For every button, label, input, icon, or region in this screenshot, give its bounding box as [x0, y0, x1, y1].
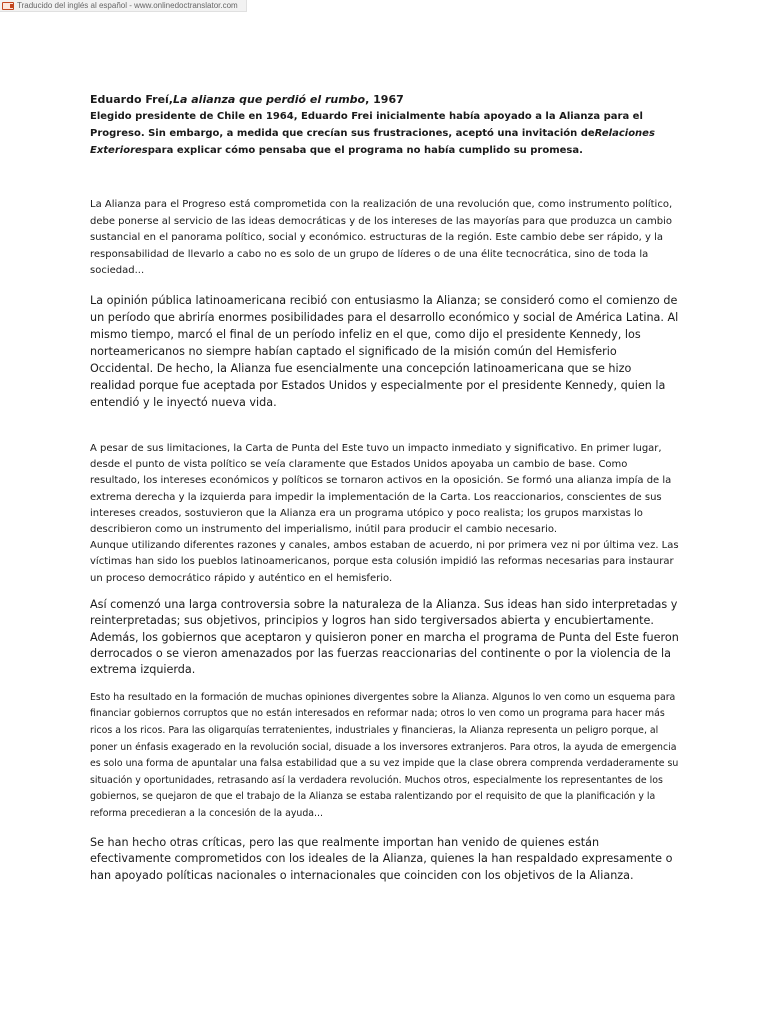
paragraph-3: A pesar de sus limitaciones, la Carta de Punta del Este tuvo un impacto inmediato y significativo. En primer lugar, desde el punto de vista político se veía claramente que Estados Unidos apoyaba un cambio de base. Como resultado, los intereses económicos y políticos se tornaron activos en la oposición. Se formó una alianza impía de la extrema derecha y la izquierda para impedir la implementación de la Carta. Los reaccionarios, conscientes de sus intereses creados, sostuvieron que la Alianza era un programa utópico y poco realista; los grupos marxistas lo describieron como un instrumento del imperialismo, inútil para producir el cambio necesario. — [90, 442, 672, 535]
paragraph-6: Se han hecho otras críticas, pero las que realmente importan han venido de quienes están efectivamente comprometidos con los ideales de la Alianza, quienes la han respaldado expresamente o han apoyado políticas nacionales o internacionales que coinciden con los objetivos de la Alianza. — [90, 835, 673, 882]
intro-journal: Relaciones Exteriores — [90, 128, 655, 156]
intro-paragraph — [90, 108, 680, 159]
translation-banner-text[interactable]: Traducido del inglés al español - www.onlinedoctranslator.com — [17, 0, 238, 10]
paragraph-4: Así comenzó una larga controversia sobre la naturaleza de la Alianza. Sus ideas han sido interpretadas y reinterpretadas; sus objetivos, principios y logros han sido tergiversados abierta y encubiertamente. Además, los gobiernos que aceptaron y quisieron poner en marcha el programa de Punta del Este fueron derrocados o se vieron amenazados por las fuerzas reaccionarias del continente o por la violencia de la extrema izquierda. — [90, 597, 679, 677]
document-page — [90, 92, 680, 884]
paragraph-2: La opinión pública latinoamericana recibió con entusiasmo la Alianza; se consideró como el comienzo de un período que abriría enormes posibilidades para el desarrollo económico y social de América Latina. Al mismo tiempo, marcó el final de un período infeliz en el que, como dijo el presidente Kennedy, los norteamericanos no siempre habían captado el significado de la misión común del Hemisferio Occidental. De hecho, la Alianza fue esencialmente una concepción latinoamericana que se hizo realidad porque fue aceptada por Estados Unidos y especialmente por el presidente Kennedy, quien la entendió y le inyectó nueva vida. — [90, 293, 679, 409]
paragraph-1: La Alianza para el Progreso está comprometida con la realización de una revolución que, como instrumento político, debe ponerse al servicio de las ideas democráticas y de los intereses de las mayorías para que produzca un cambio sustancial en el panorama político, social y económico. estructuras de la región. Este cambio debe ser rápido, y la responsabilidad de llevarlo a cabo no es solo de un grupo de líderes o de una élite tecnocrática, sino de toda la sociedad... — [90, 199, 673, 277]
title-year: , 1967 — [365, 93, 404, 106]
title-author: Eduardo Freí, — [90, 93, 173, 106]
paragraph-5: Esto ha resultado en la formación de muchas opiniones divergentes sobre la Alianza. Algunos lo ven como un esquema para financiar gobiernos corruptos que no están interesados en reformar nada; otros lo ven como un programa para hacer más ricos a los ricos. Para las oligarquías terratenientes, industriales y financieras, la Alianza representa un peligro porque, al poner un énfasis exagerado en la revolución social, disuade a los inversores extranjeros. Para otros, la ayuda de emergencia es solo una forma de apuntalar una falsa estabilidad que a su vez impide que la clase obrera comprenda verdaderamente su situación y oportunidades, retrasando así la verdadera revolución. Muchos otros, especialmente los representantes de los gobiernos, se quejaron de que el trabajo de la Alianza se estaba ralentizando por el requisito de que la planificación y la reforma precedieran a la concesión de la ayuda... — [90, 691, 679, 819]
paragraph-3-continued: Aunque utilizando diferentes razones y canales, ambos estaban de acuerdo, ni por primera vez ni por última vez. Las víctimas han sido los pueblos latinoamericanos, porque esta colusión impidió las reformas necesarias para instaurar un proceso democrático rápido y auténtico en el hemisferio. — [90, 540, 679, 584]
document-title — [90, 92, 680, 108]
translate-icon — [2, 2, 14, 10]
intro-text-before: Elegido presidente de Chile en 1964, Eduardo Frei inicialmente había apoyado a la Alianza para el Progreso. Sin embargo, a medida que crecían sus frustraciones, aceptó una invitación de — [90, 111, 643, 139]
title-work: La alianza que perdió el rumbo — [172, 93, 366, 106]
intro-text-after: para explicar cómo pensaba que el programa no había cumplido su promesa. — [147, 145, 583, 156]
translation-banner[interactable] — [0, 0, 247, 12]
